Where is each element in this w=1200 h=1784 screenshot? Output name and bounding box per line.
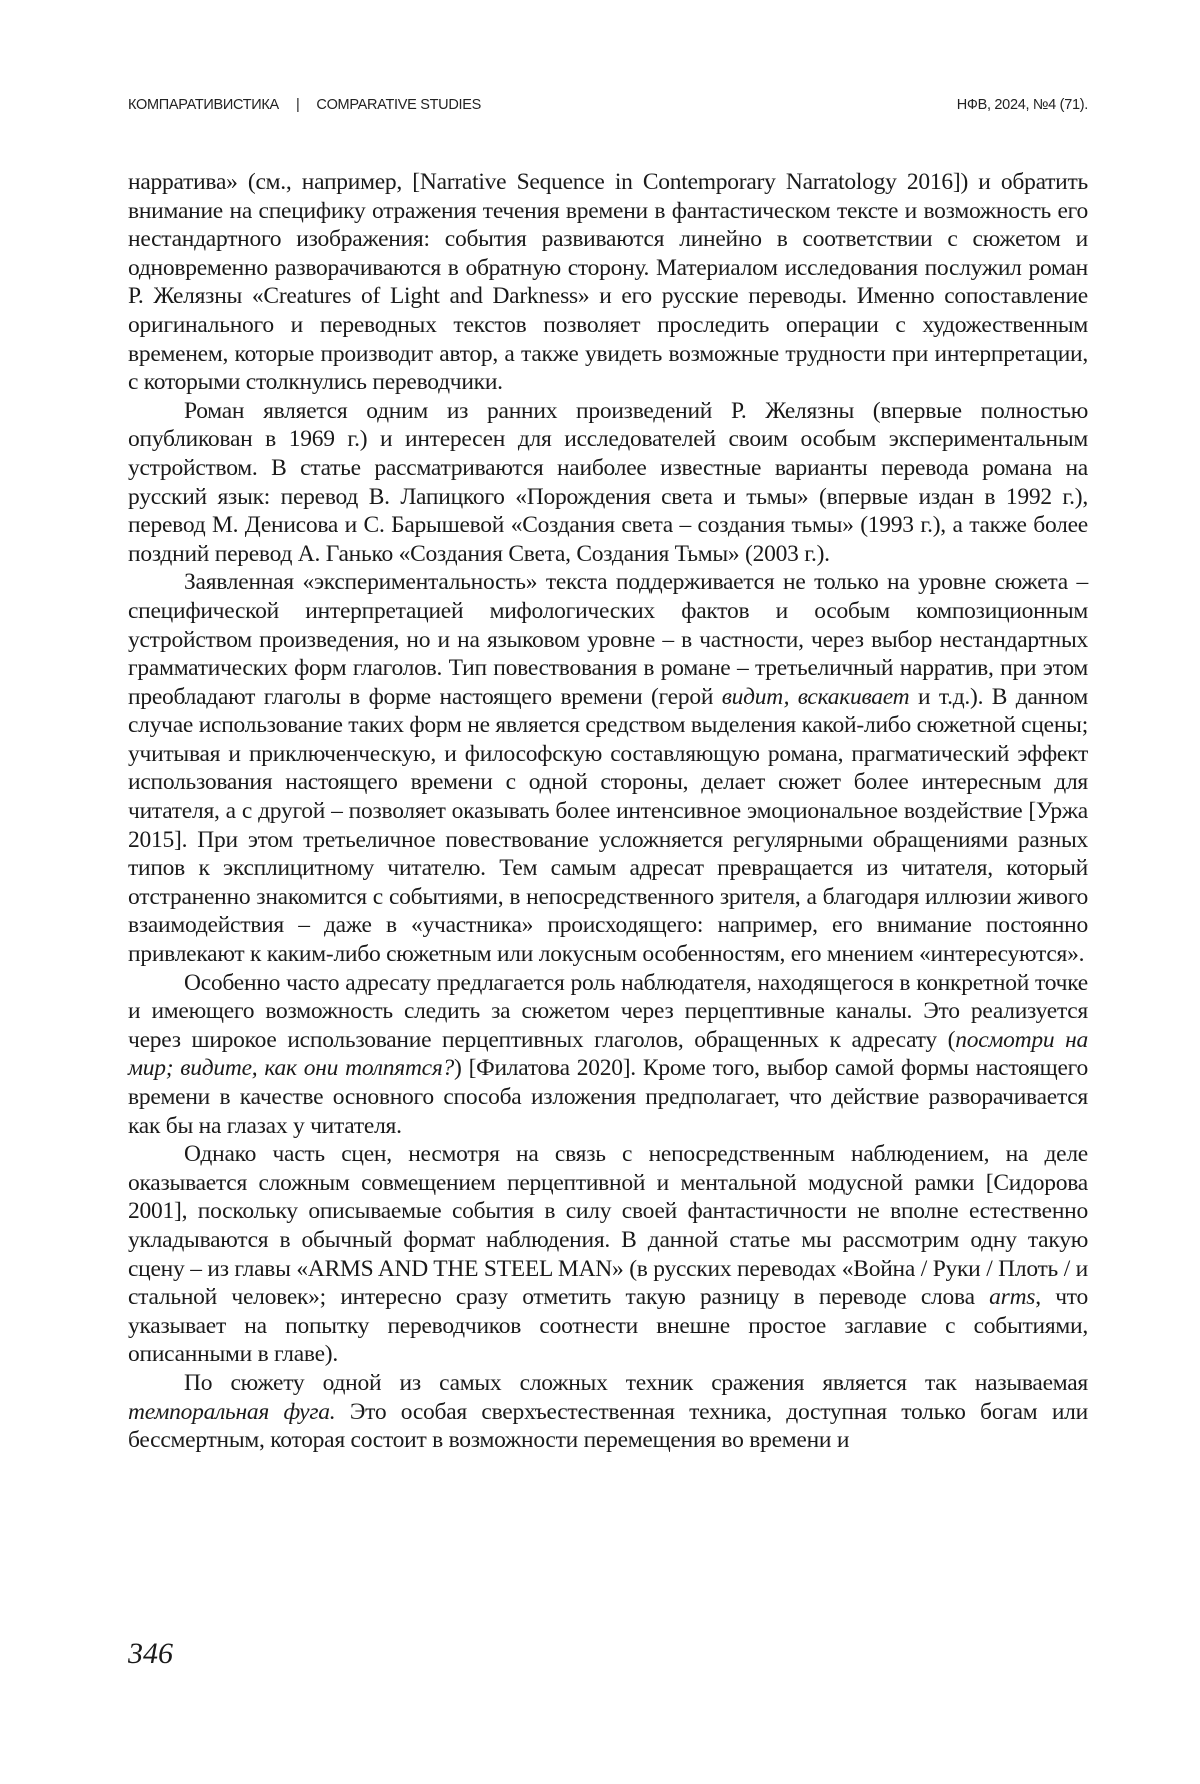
italic-text: посмотри на мир; видите, как они толпятся? <box>128 1027 1088 1082</box>
paragraph-text: Роман является одним из ранних произведений Р. Желязны (впервые полностью опубликован в 1969 г.) и интересен для исследователей своим особым экспериментальным устройством. В статье рассматриваются наиболее известные варианты перевода романа на русский язык: перевод В. Лапицкого «Порождения света и тьмы» (впервые издан в 1992 г.), перевод М. Денисова и С. Барышевой «Создания света – создания тьмы» (1993 г.), а также более поздний перевод А. Ганько «Создания Света, Создания Тьмы» (2003 г.). <box>128 398 1088 567</box>
italic-text: видит, вскакивает <box>722 684 910 710</box>
paragraph <box>128 969 1088 1141</box>
paragraph-text: Однако часть сцен, несмотря на связь с непосредственным наблюдением, на деле оказывается сложным совмещением перцептивной и ментальной модусной рамки [Сидорова 2001], поскольку описываемые события в силу своей фантастичности не вполне естественно укладываются в обычный формат наблюдения. В данной статье мы рассмотрим одну такую сцену – из главы «ARMS AND THE STEEL MAN» (в русских переводах «Война / Руки / Плоть / и стальной человек»; интересно сразу отметить такую разницу в переводе слова <box>128 1141 1088 1310</box>
page-number: 346 <box>128 1637 173 1671</box>
paragraph-text: , что указывает на попытку переводчиков соотнести внешне простое заглавие с событиями, описанными в главе). <box>128 1284 1088 1367</box>
paragraph <box>128 1369 1088 1455</box>
paragraph-text: и т.д.). В данном случае использование таких форм не является средством выделения какой-либо сюжетной сцены; учитывая и приключенческую, и философскую составляющую романа, прагматический эффект использования настоящего времени с одной стороны, делает сюжет более интересным для читателя, а с другой – позволяет оказывать более интенсивное эмоциональное воздействие [Уржа 2015]. При этом третьеличное повествование усложняется регулярными обращениями разных типов к эксплицитному читателю. Тем самым адресат превращается из читателя, который отстраненно знакомится с событиями, в непосредственного зрителя, а благодаря иллюзии живого взаимодействия – даже в «участника» происходящего: например, его внимание постоянно привлекают к каким-либо сюжетным или локусным особенностям, его мнением «интересуются». <box>128 684 1088 967</box>
section-title-en: COMPARATIVE STUDIES <box>316 97 481 113</box>
paragraph-text: Это особая сверхъестественная техника, доступная только богам или бессмертным, которая состоит в возможности перемещения во времени и <box>128 1399 1088 1454</box>
paragraph-text: Особенно часто адресату предлагается роль наблюдателя, находящегося в конкретной точке и имеющего возможность следить за сюжетом через перцептивные каналы. Это реализуется через широкое использование перцептивных глаголов, обращенных к адресату ( <box>128 970 1088 1053</box>
running-header <box>128 94 1088 116</box>
paragraph <box>128 568 1088 968</box>
running-header-left <box>128 97 481 113</box>
paragraph-text: ) [Филатова 2020]. Кроме того, выбор самой формы настоящего времени в качестве основного способа изложения предполагает, что действие разворачивается как бы на глазах у читателя. <box>128 1055 1088 1138</box>
paragraph-text: Заявленная «экспериментальность» текста поддерживается не только на уровне сюжета – специфической интерпретацией мифологических фактов и особым композиционным устройством произведения, но и на языковом уровне – в частности, через выбор нестандартных грамматических форм глаголов. Тип повествования в романе – третьеличный нарратив, при этом преобладают глаголы в форме настоящего времени (герой <box>128 569 1088 709</box>
paragraph <box>128 1140 1088 1369</box>
journal-issue: НФВ, 2024, №4 (71). <box>957 97 1088 113</box>
article-body <box>128 168 1088 1455</box>
italic-text: arms <box>989 1284 1035 1310</box>
paragraph <box>128 397 1088 569</box>
paragraph-text: По сюжету одной из самых сложных техник сражения является так называемая <box>184 1370 1088 1396</box>
section-title-ru: КОМПАРАТИВИСТИКА <box>128 97 279 113</box>
paragraph <box>128 168 1088 397</box>
header-separator: | <box>296 97 299 113</box>
paragraph-text: нарратива» (см., например, [Narrative Sequence in Contemporary Narratology 2016]) и обратить внимание на специфику отражения течения времени в фантастическом тексте и возможность его нестандартного изображения: события развиваются линейно в соответствии с сюжетом и одновременно разворачиваются в обратную сторону. Материалом исследования послужил роман Р. Желязны «Creatures of Light and Darkness» и его русские переводы. Именно сопоставление оригинального и переводных текстов позволяет проследить операции с художественным временем, которые производит автор, а также увидеть возможные трудности при интерпретации, с которыми столкнулись переводчики. <box>128 169 1088 395</box>
italic-text: темпоральная фуга. <box>128 1399 335 1425</box>
journal-page <box>0 0 1200 1784</box>
